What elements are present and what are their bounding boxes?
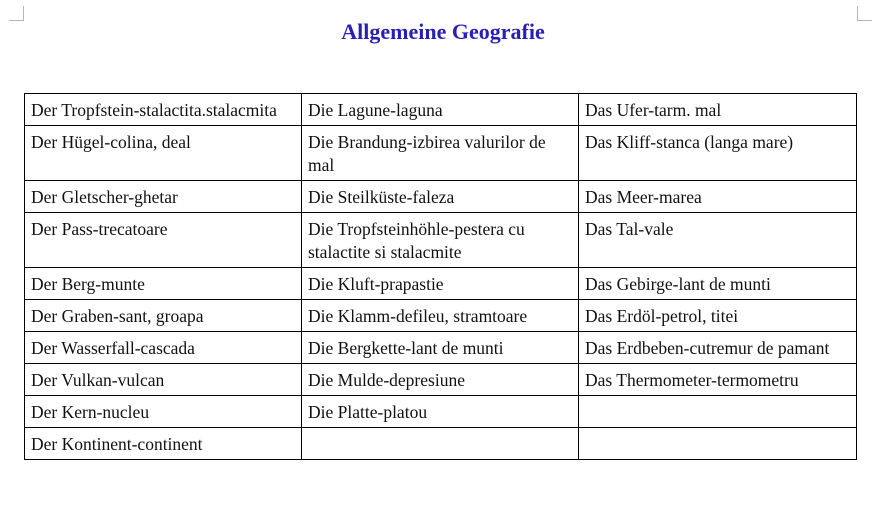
- table-cell: Der Kern-nucleu: [25, 396, 302, 428]
- table-cell: Das Erdöl-petrol, titei: [579, 300, 857, 332]
- table-cell: Die Platte-platou: [302, 396, 579, 428]
- table-row: [25, 332, 857, 364]
- table-cell: Das Gebirge-lant de munti: [579, 268, 857, 300]
- table-row: [25, 364, 857, 396]
- table-cell: Der Graben-sant, groapa: [25, 300, 302, 332]
- table-cell: [579, 396, 857, 428]
- table-cell: [579, 428, 857, 460]
- table-cell: Die Klamm-defileu, stramtoare: [302, 300, 579, 332]
- table-row: [25, 428, 857, 460]
- table-cell: Die Bergkette-lant de munti: [302, 332, 579, 364]
- document-title: Allgemeine Geografie: [341, 19, 545, 44]
- table-cell: Der Wasserfall-cascada: [25, 332, 302, 364]
- table-cell: Die Mulde-depresiune: [302, 364, 579, 396]
- table-row: [25, 181, 857, 213]
- table-cell: Der Kontinent-continent: [25, 428, 302, 460]
- table-cell: Der Berg-munte: [25, 268, 302, 300]
- table-cell: Der Pass-trecatoare: [25, 213, 302, 268]
- table-cell: Der Tropfstein-stalactita.stalacmita: [25, 94, 302, 126]
- table-cell: Das Kliff-stanca (langa mare): [579, 126, 857, 181]
- vocabulary-table: [24, 93, 857, 460]
- table-cell: Das Thermometer-termometru: [579, 364, 857, 396]
- table-row: [25, 213, 857, 268]
- table-cell: Das Meer-marea: [579, 181, 857, 213]
- table-cell: [302, 428, 579, 460]
- table-cell: Die Lagune-laguna: [302, 94, 579, 126]
- table-row: [25, 300, 857, 332]
- table-cell: Die Steilküste-faleza: [302, 181, 579, 213]
- table-cell: Die Brandung-izbirea valurilor de mal: [302, 126, 579, 181]
- table-cell: Das Tal-vale: [579, 213, 857, 268]
- table-row: [25, 126, 857, 181]
- table-row: [25, 268, 857, 300]
- table-cell: Der Hügel-colina, deal: [25, 126, 302, 181]
- table-cell: Das Erdbeben-cutremur de pamant: [579, 332, 857, 364]
- table-cell: Die Kluft-prapastie: [302, 268, 579, 300]
- table-cell: Der Vulkan-vulcan: [25, 364, 302, 396]
- table-cell: Das Ufer-tarm. mal: [579, 94, 857, 126]
- table-row: [25, 94, 857, 126]
- table-row: [25, 396, 857, 428]
- table-cell: Die Tropfsteinhöhle-pestera cu stalactite si stalacmite: [302, 213, 579, 268]
- table-cell: Der Gletscher-ghetar: [25, 181, 302, 213]
